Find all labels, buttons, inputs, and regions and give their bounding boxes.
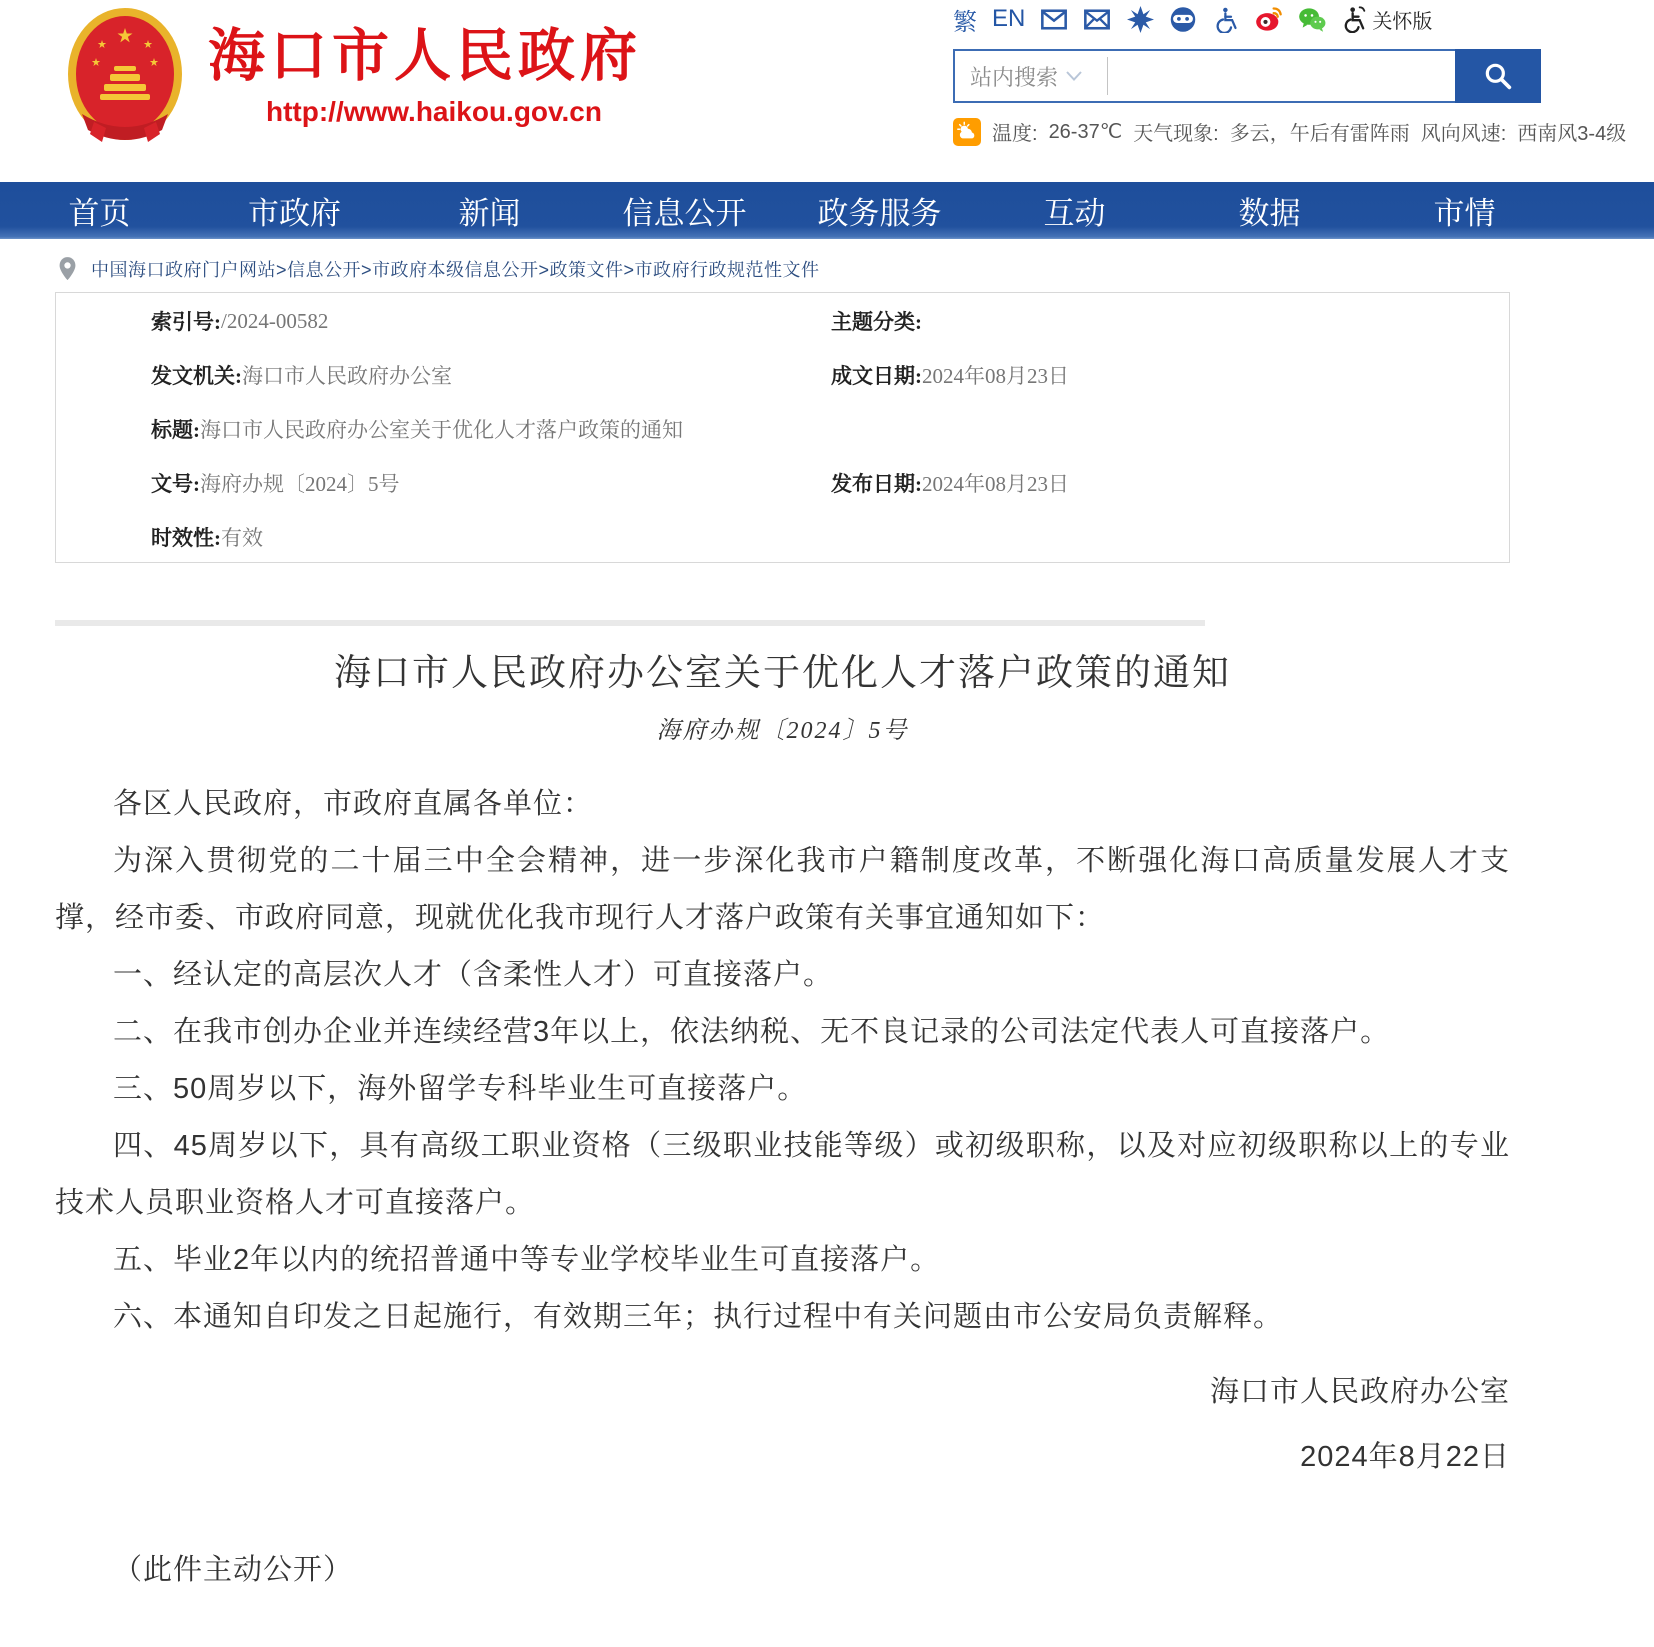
weather-temperature: 26-37℃ bbox=[1048, 121, 1123, 143]
search-button[interactable] bbox=[1455, 49, 1541, 103]
search-category-dropdown[interactable]: 站内搜索 bbox=[955, 51, 1107, 101]
breadcrumb-path[interactable]: 中国海口政府门户网站>信息公开>市政府本级信息公开>政策文件>市政府行政规范性文件 bbox=[91, 260, 820, 280]
nav-item-city[interactable]: 市情 bbox=[1433, 196, 1496, 231]
intro-paragraph: 为深入贯彻党的二十届三中全会精神，进一步深化我市户籍制度改革，不断强化海口高质量发展人才支撑，经市委、市政府同意，现就优化我市现行人才落户政策有关事宜通知如下： bbox=[55, 845, 1510, 934]
mail-icon[interactable] bbox=[1040, 5, 1068, 33]
document-article bbox=[55, 640, 1510, 1599]
policy-item-1: 一、经认定的高层次人才（含柔性人才）可直接落户。 bbox=[113, 959, 834, 991]
nav-item-news[interactable]: 新闻 bbox=[458, 196, 521, 231]
meta-row-index: 索引号: /2024-00582 bbox=[151, 308, 329, 334]
search-icon bbox=[1482, 60, 1514, 92]
meta-row-title: 标题: 海口市人民政府办公室关于优化人才落户政策的通知 bbox=[151, 418, 683, 442]
policy-item-5: 五、毕业2年以内的统招普通中等专业学校毕业生可直接落户。 bbox=[113, 1244, 941, 1276]
english-link[interactable]: EN bbox=[992, 5, 1026, 32]
chevron-down-icon bbox=[1066, 71, 1082, 81]
search-bar bbox=[953, 49, 1541, 103]
signature-date: 2024年8月22日 bbox=[1300, 1441, 1510, 1473]
weather-condition-label: 天气现象: bbox=[1133, 123, 1219, 145]
weather-icon bbox=[953, 118, 981, 146]
weather-wind: 西南风3-4级 bbox=[1517, 123, 1627, 145]
nav-item-services[interactable]: 政务服务 bbox=[817, 196, 942, 231]
weibo-icon[interactable] bbox=[1255, 5, 1283, 33]
policy-item-4: 四、45周岁以下，具有高级工职业资格（三级职业技能等级）或初级职称，以及对应初级职称以上的专业技术人员职业资格人才可直接落户。 bbox=[55, 1130, 1510, 1219]
policy-item-3: 三、50周岁以下，海外留学专科毕业生可直接落户。 bbox=[113, 1073, 808, 1105]
accessibility-icon bbox=[1341, 5, 1369, 33]
nav-item-home[interactable]: 首页 bbox=[68, 196, 131, 231]
document-number: 海府办规〔2024〕5号 bbox=[656, 718, 909, 744]
star-icon[interactable] bbox=[1126, 5, 1154, 33]
meta-row-publish-date: 发布日期: 2024年08月23日 bbox=[831, 472, 1069, 496]
header bbox=[0, 0, 1654, 182]
meta-row-doc-number: 文号: 海府办规〔2024〕5号 bbox=[151, 472, 400, 496]
salutation: 各区人民政府，市政府直属各单位： bbox=[113, 788, 594, 820]
site-title: 海口市人民政府 bbox=[208, 24, 642, 88]
care-version-link[interactable]: 关怀版 bbox=[1341, 5, 1432, 34]
nav-item-government[interactable]: 市政府 bbox=[248, 196, 341, 231]
signature-block bbox=[55, 1364, 1510, 1486]
search-input[interactable] bbox=[1108, 51, 1455, 101]
disclosure-footnote: （此件主动公开） bbox=[113, 1554, 354, 1586]
robot-icon[interactable] bbox=[1169, 5, 1197, 33]
quick-links-bar bbox=[953, 2, 1432, 36]
national-emblem-logo[interactable] bbox=[64, 6, 186, 148]
document-title: 海口市人民政府办公室关于优化人才落户政策的通知 bbox=[334, 653, 1231, 694]
meta-row-issuing-agency: 发文机关: 海口市人民政府办公室 bbox=[151, 364, 452, 388]
document-body bbox=[55, 776, 1510, 1346]
weather-wind-label: 风向风速: bbox=[1420, 123, 1507, 145]
mail-subscribe-icon[interactable] bbox=[1083, 5, 1111, 33]
nav-item-data[interactable]: 数据 bbox=[1238, 196, 1301, 231]
location-pin-icon bbox=[58, 256, 77, 282]
document-metadata-box bbox=[55, 292, 1510, 563]
main-nav bbox=[0, 182, 1654, 239]
wechat-icon[interactable] bbox=[1298, 5, 1326, 33]
meta-row-validity: 时效性: 有效 bbox=[151, 526, 263, 550]
section-divider bbox=[55, 620, 1205, 626]
breadcrumb bbox=[58, 252, 820, 286]
signature-org: 海口市人民政府办公室 bbox=[1209, 1376, 1510, 1408]
policy-item-6: 六、本通知自印发之日起施行，有效期三年；执行过程中有关问题由市公安局负责解释。 bbox=[113, 1301, 1284, 1333]
weather-bar bbox=[953, 117, 1628, 146]
meta-row-written-date: 成文日期: 2024年08月23日 bbox=[831, 364, 1069, 388]
site-url: http://www.haikou.gov.cn bbox=[266, 96, 602, 127]
wheelchair-icon[interactable] bbox=[1212, 5, 1240, 33]
nav-item-interaction[interactable]: 互动 bbox=[1043, 196, 1106, 231]
policy-item-2: 二、在我市创办企业并连续经营3年以上，依法纳税、无不良记录的公司法定代表人可直接落户。 bbox=[113, 1016, 1391, 1048]
traditional-chinese-link[interactable]: 繁 bbox=[953, 8, 977, 36]
weather-condition: 多云，午后有雷阵雨 bbox=[1229, 123, 1410, 145]
meta-row-empty bbox=[831, 402, 1509, 456]
meta-row-empty bbox=[831, 510, 1509, 564]
meta-row-category: 主题分类: bbox=[831, 310, 922, 334]
weather-temperature-label: 温度: bbox=[992, 123, 1038, 145]
nav-item-info-disclosure[interactable]: 信息公开 bbox=[622, 196, 747, 231]
